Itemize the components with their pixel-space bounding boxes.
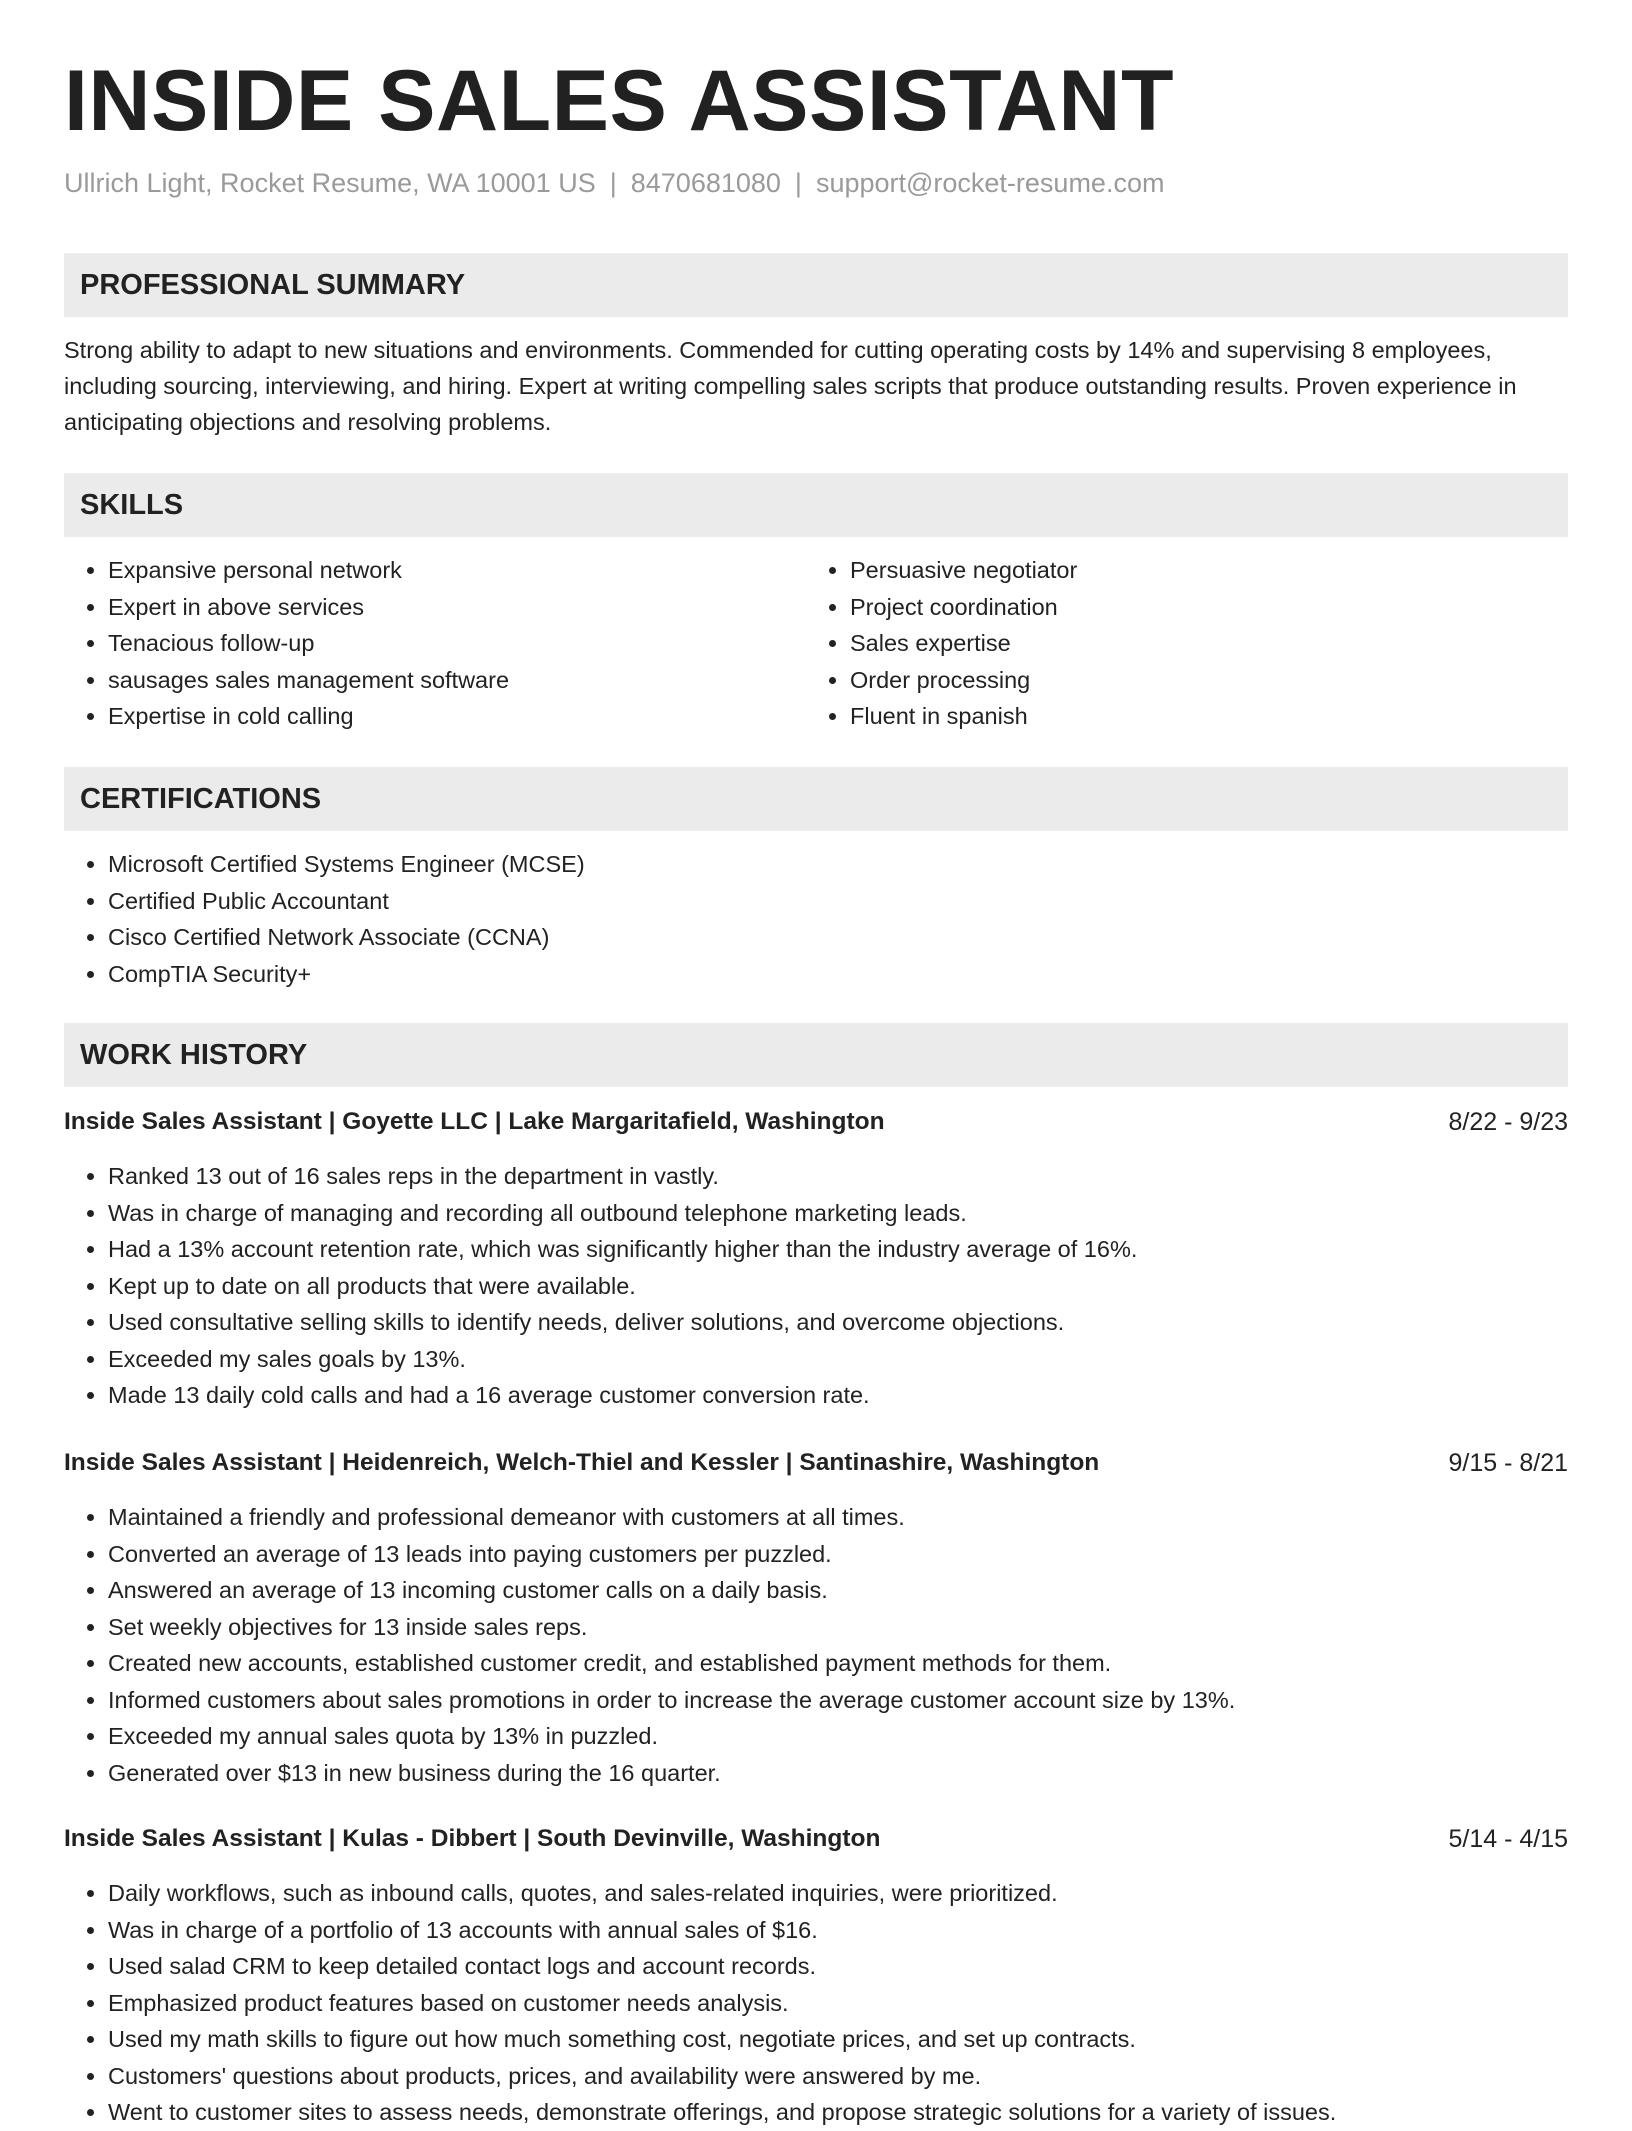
section-header-work-history: WORK HISTORY (64, 1023, 1568, 1087)
job-bullet: • Informed customers about sales promotions in order to increase the average customer account size by 13%. (108, 1682, 1568, 1719)
job-bullet: • Was in charge of a portfolio of 13 accounts with annual sales of $16. (108, 1912, 1568, 1949)
certifications-block (64, 846, 1568, 992)
skills-list-left (64, 552, 804, 735)
skill-item: • Expertise in cold calling (108, 698, 804, 735)
job-heading (64, 1822, 1568, 1856)
job-bullet: • Answered an average of 13 incoming customer calls on a daily basis. (108, 1572, 1568, 1609)
skill-item: • Project coordination (850, 589, 1546, 626)
contact-line (64, 166, 1164, 201)
job-bullets-block (64, 1499, 1568, 1791)
section-header-certifications: CERTIFICATIONS (64, 767, 1568, 831)
skills-column-right (806, 552, 1546, 735)
skill-item: • Tenacious follow-up (108, 625, 804, 662)
job-bullet: • Set weekly objectives for 13 inside sales reps. (108, 1609, 1568, 1646)
job-bullet: • Was in charge of managing and recording all outbound telephone marketing leads. (108, 1195, 1568, 1232)
skill-item: • Order processing (850, 662, 1546, 699)
job-bullet: • Daily workflows, such as inbound calls, quotes, and sales-related inquiries, were prioritized. (108, 1875, 1568, 1912)
job-bullet: • Went to customer sites to assess needs, demonstrate offerings, and propose strategic solutions for a variety of issues. (108, 2094, 1568, 2131)
job-title: Inside Sales Assistant | Kulas - Dibbert | South Devinville, Washington (64, 1825, 881, 1852)
job-bullet: • Maintained a friendly and professional demeanor with customers at all times. (108, 1499, 1568, 1536)
certification-item: • CompTIA Security+ (108, 956, 1568, 993)
certification-item: • Certified Public Accountant (108, 883, 1568, 920)
job-bullet: • Kept up to date on all products that were available. (108, 1268, 1568, 1305)
job-bullet: • Generated over $13 in new business during the 16 quarter. (108, 1755, 1568, 1792)
skill-item: • Expansive personal network (108, 552, 804, 589)
section-header-summary: PROFESSIONAL SUMMARY (64, 253, 1568, 317)
contact-address: Ullrich Light, Rocket Resume, WA 10001 US (64, 168, 596, 198)
job-bullet: • Customers' questions about products, prices, and availability were answered by me. (108, 2058, 1568, 2095)
skill-item: • Fluent in spanish (850, 698, 1546, 735)
summary-text: Strong ability to adapt to new situations and environments. Commended for cutting operating costs by 14% and supervising 8 employees, including sourcing, interviewing, and hiring. Expert at writing compelling sales scripts that produce outstanding results. Proven experience in anticipating objections and resolving problems. (64, 337, 1517, 435)
job-heading (64, 1446, 1568, 1480)
contact-email: support@rocket-resume.com (815, 168, 1165, 198)
skill-item: • Expert in above services (108, 589, 804, 626)
job-bullet: • Exceeded my sales goals by 13%. (108, 1341, 1568, 1378)
skills-list-right (806, 552, 1546, 735)
job-bullet: • Used my math skills to figure out how much something cost, negotiate prices, and set up contracts. (108, 2021, 1568, 2058)
resume-title: INSIDE SALES ASSISTANT (64, 53, 1175, 149)
job-title: Inside Sales Assistant | Goyette LLC | Lake Margaritafield, Washington (64, 1108, 885, 1135)
job-bullet-list (64, 1875, 1568, 2131)
job-heading (64, 1105, 1568, 1139)
skill-item: • Persuasive negotiator (850, 552, 1546, 589)
job-bullet: • Had a 13% account retention rate, which was significantly higher than the industry average of 16%. (108, 1231, 1568, 1268)
section-header-skills: SKILLS (64, 473, 1568, 537)
job-bullet: • Made 13 daily cold calls and had a 16 average customer conversion rate. (108, 1377, 1568, 1414)
certification-item: • Microsoft Certified Systems Engineer (MCSE) (108, 846, 1568, 883)
job-bullet-list (64, 1499, 1568, 1791)
contact-separator: | (794, 168, 802, 198)
job-dates: 8/22 - 9/23 (1448, 1108, 1568, 1136)
job-bullet: • Exceeded my annual sales quota by 13% in puzzled. (108, 1718, 1568, 1755)
contact-phone: 8470681080 (630, 168, 781, 198)
job-title: Inside Sales Assistant | Heidenreich, Welch-Thiel and Kessler | Santinashire, Washington (64, 1449, 1100, 1476)
job-bullet: • Ranked 13 out of 16 sales reps in the department in vastly. (108, 1158, 1568, 1195)
contact-separator: | (609, 168, 617, 198)
skills-column-left (64, 552, 804, 735)
skill-item: • sausages sales management software (108, 662, 804, 699)
skill-item: • Sales expertise (850, 625, 1546, 662)
job-bullet: • Used salad CRM to keep detailed contact logs and account records. (108, 1948, 1568, 1985)
certification-item: • Cisco Certified Network Associate (CCNA) (108, 919, 1568, 956)
job-bullet-list (64, 1158, 1568, 1414)
certifications-list (64, 846, 1568, 992)
job-dates: 9/15 - 8/21 (1448, 1449, 1568, 1477)
job-bullet: • Created new accounts, established customer credit, and established payment methods for them. (108, 1645, 1568, 1682)
job-bullets-block (64, 1875, 1568, 2131)
job-bullet: • Used consultative selling skills to identify needs, deliver solutions, and overcome objections. (108, 1304, 1568, 1341)
job-bullet: • Converted an average of 13 leads into paying customers per puzzled. (108, 1536, 1568, 1573)
job-dates: 5/14 - 4/15 (1448, 1825, 1568, 1853)
job-bullet: • Emphasized product features based on customer needs analysis. (108, 1985, 1568, 2022)
job-bullets-block (64, 1158, 1568, 1414)
